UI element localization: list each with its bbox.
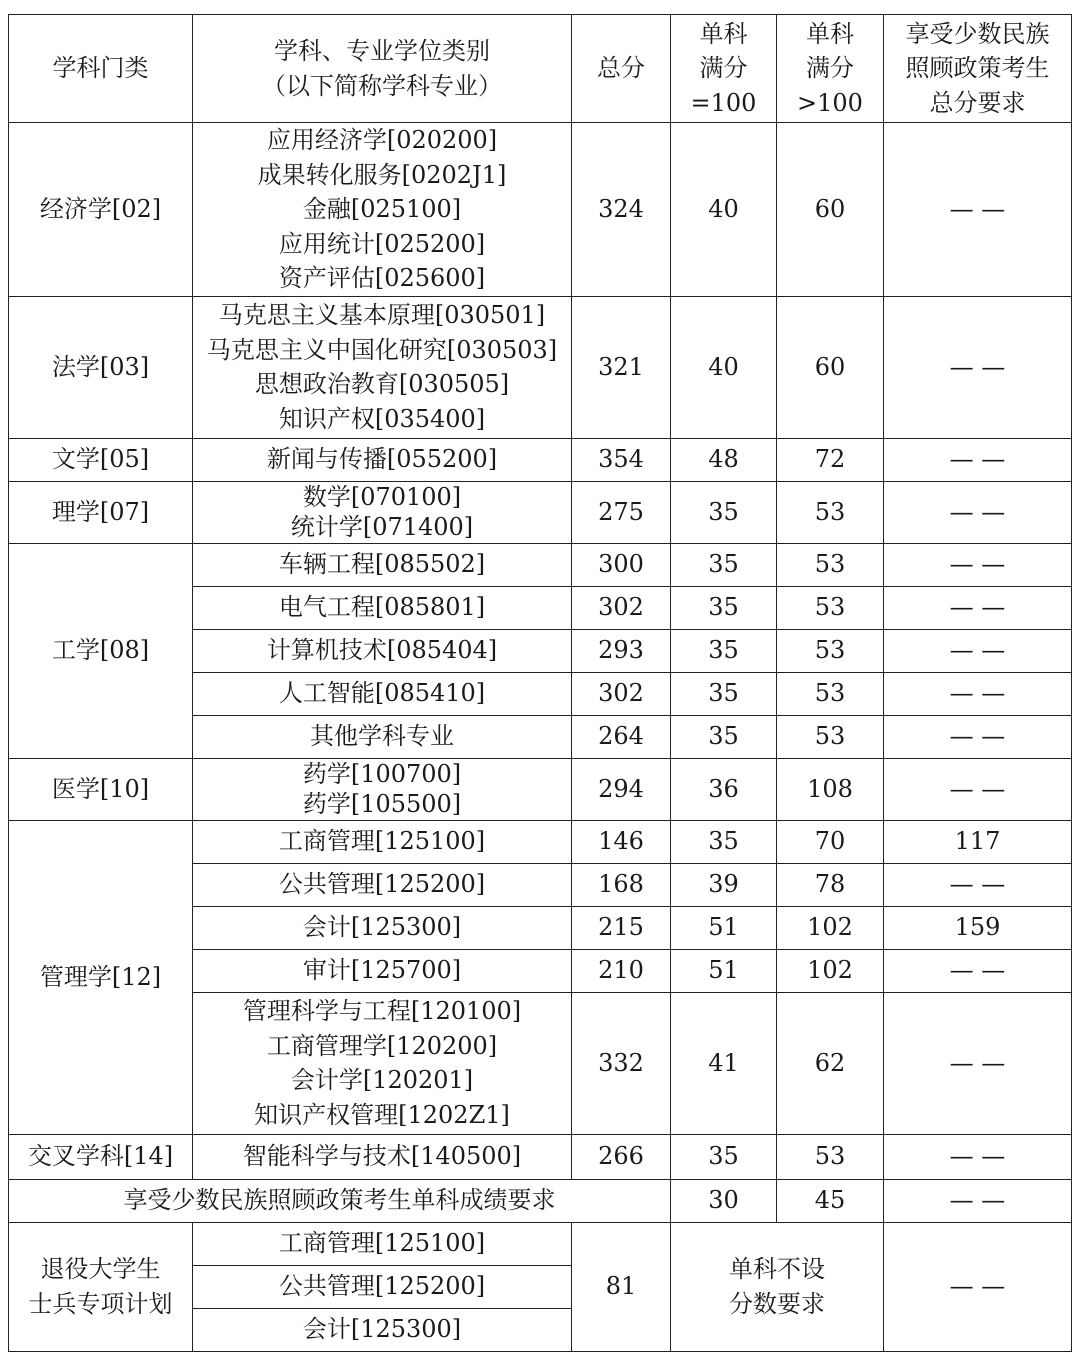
single-gt100-cell: 53 [777,1134,884,1179]
header-row [9,15,1072,123]
table-row [9,758,1072,820]
score-requirements-table [8,14,1072,1352]
single-gt100-cell: 102 [777,906,884,949]
minority-cell: — — [884,949,1072,992]
total-cell: 266 [572,1134,671,1179]
table-row [9,123,1072,297]
major-cell: 药学[100700] 药学[105500] [193,758,572,820]
major-cell: 应用经济学[020200] 成果转化服务[0202J1] 金融[025100] 应用统计[025200] 资产评估[025600] [193,123,572,297]
single-gt100-cell: 102 [777,949,884,992]
single-gt100-cell: 53 [777,629,884,672]
single-100-cell: 35 [671,586,777,629]
major-cell: 管理科学与工程[120100] 工商管理学[120200] 会计学[120201] 知识产权管理[1202Z1] [193,992,572,1134]
major-cell: 人工智能[085410] [193,672,572,715]
major-cell: 智能科学与技术[140500] [193,1134,572,1179]
major-cell: 其他学科专业 [193,715,572,758]
single-100-cell: 36 [671,758,777,820]
single-100-cell: 48 [671,438,777,481]
major-cell: 工商管理[125100] [193,1222,572,1265]
minority-cell: — — [884,1179,1072,1222]
table-row [9,820,1072,863]
single-gt100-cell: 53 [777,715,884,758]
single-score-note: 单科不设 分数要求 [671,1222,884,1351]
total-cell: 168 [572,863,671,906]
single-100-cell: 30 [671,1179,777,1222]
total-cell: 354 [572,438,671,481]
minority-cell: — — [884,758,1072,820]
total-cell: 321 [572,296,671,438]
major-cell: 公共管理[125200] [193,1265,572,1308]
single-100-cell: 35 [671,672,777,715]
major-cell: 电气工程[085801] [193,586,572,629]
single-100-cell: 51 [671,906,777,949]
table-row [9,481,1072,543]
category-cell: 退役大学生 士兵专项计划 [9,1222,193,1351]
minority-cell: — — [884,543,1072,586]
minority-single-row [9,1179,1072,1222]
minority-cell: — — [884,586,1072,629]
major-cell: 会计[125300] [193,906,572,949]
total-cell: 300 [572,543,671,586]
category-cell: 法学[03] [9,296,193,438]
single-gt100-cell: 78 [777,863,884,906]
total-cell: 324 [572,123,671,297]
single-100-cell: 35 [671,1134,777,1179]
major-cell: 会计[125300] [193,1308,572,1351]
single-gt100-cell: 70 [777,820,884,863]
major-cell: 新闻与传播[055200] [193,438,572,481]
single-100-cell: 40 [671,123,777,297]
single-gt100-cell: 53 [777,481,884,543]
single-gt100-cell: 53 [777,586,884,629]
major-cell: 公共管理[125200] [193,863,572,906]
single-gt100-cell: 53 [777,672,884,715]
table-row [9,438,1072,481]
table-row [9,1134,1072,1179]
single-100-cell: 35 [671,543,777,586]
major-cell: 工商管理[125100] [193,820,572,863]
total-cell: 332 [572,992,671,1134]
category-cell: 工学[08] [9,543,193,758]
minority-cell: — — [884,296,1072,438]
minority-cell: — — [884,481,1072,543]
major-cell: 车辆工程[085502] [193,543,572,586]
category-cell: 文学[05] [9,438,193,481]
minority-cell: — — [884,863,1072,906]
category-cell: 理学[07] [9,481,193,543]
header-minority-total: 享受少数民族 照顾政策考生 总分要求 [884,15,1072,123]
header-single-gt100: 单科 满分 >100 [777,15,884,123]
single-gt100-cell: 60 [777,296,884,438]
category-cell: 管理学[12] [9,820,193,1134]
minority-cell: — — [884,1134,1072,1179]
single-gt100-cell: 108 [777,758,884,820]
single-gt100-cell: 62 [777,992,884,1134]
minority-cell: — — [884,123,1072,297]
table-row [9,296,1072,438]
single-gt100-cell: 45 [777,1179,884,1222]
minority-cell: — — [884,629,1072,672]
table-row [9,543,1072,586]
single-100-cell: 35 [671,629,777,672]
single-100-cell: 35 [671,715,777,758]
total-cell: 215 [572,906,671,949]
header-category: 学科门类 [9,15,193,123]
total-cell: 146 [572,820,671,863]
single-gt100-cell: 60 [777,123,884,297]
single-100-cell: 51 [671,949,777,992]
single-100-cell: 35 [671,481,777,543]
total-cell: 302 [572,586,671,629]
major-cell: 马克思主义基本原理[030501] 马克思主义中国化研究[030503] 思想政治教育[030505] 知识产权[035400] [193,296,572,438]
minority-cell: — — [884,438,1072,481]
total-cell: 81 [572,1222,671,1351]
total-cell: 264 [572,715,671,758]
minority-cell: — — [884,715,1072,758]
single-100-cell: 39 [671,863,777,906]
category-cell: 医学[10] [9,758,193,820]
minority-cell: 159 [884,906,1072,949]
single-gt100-cell: 53 [777,543,884,586]
header-single-100: 单科 满分 =100 [671,15,777,123]
minority-cell: 117 [884,820,1072,863]
header-major: 学科、专业学位类别 （以下简称学科专业） [193,15,572,123]
major-cell: 审计[125700] [193,949,572,992]
single-100-cell: 40 [671,296,777,438]
minority-single-label: 享受少数民族照顾政策考生单科成绩要求 [9,1179,671,1222]
minority-cell: — — [884,1222,1072,1351]
single-100-cell: 41 [671,992,777,1134]
total-cell: 294 [572,758,671,820]
table-row [9,1222,1072,1265]
major-cell: 数学[070100] 统计学[071400] [193,481,572,543]
total-cell: 302 [572,672,671,715]
single-100-cell: 35 [671,820,777,863]
header-total: 总分 [572,15,671,123]
single-gt100-cell: 72 [777,438,884,481]
category-cell: 经济学[02] [9,123,193,297]
major-cell: 计算机技术[085404] [193,629,572,672]
total-cell: 293 [572,629,671,672]
minority-cell: — — [884,992,1072,1134]
total-cell: 210 [572,949,671,992]
total-cell: 275 [572,481,671,543]
minority-cell: — — [884,672,1072,715]
category-cell: 交叉学科[14] [9,1134,193,1179]
